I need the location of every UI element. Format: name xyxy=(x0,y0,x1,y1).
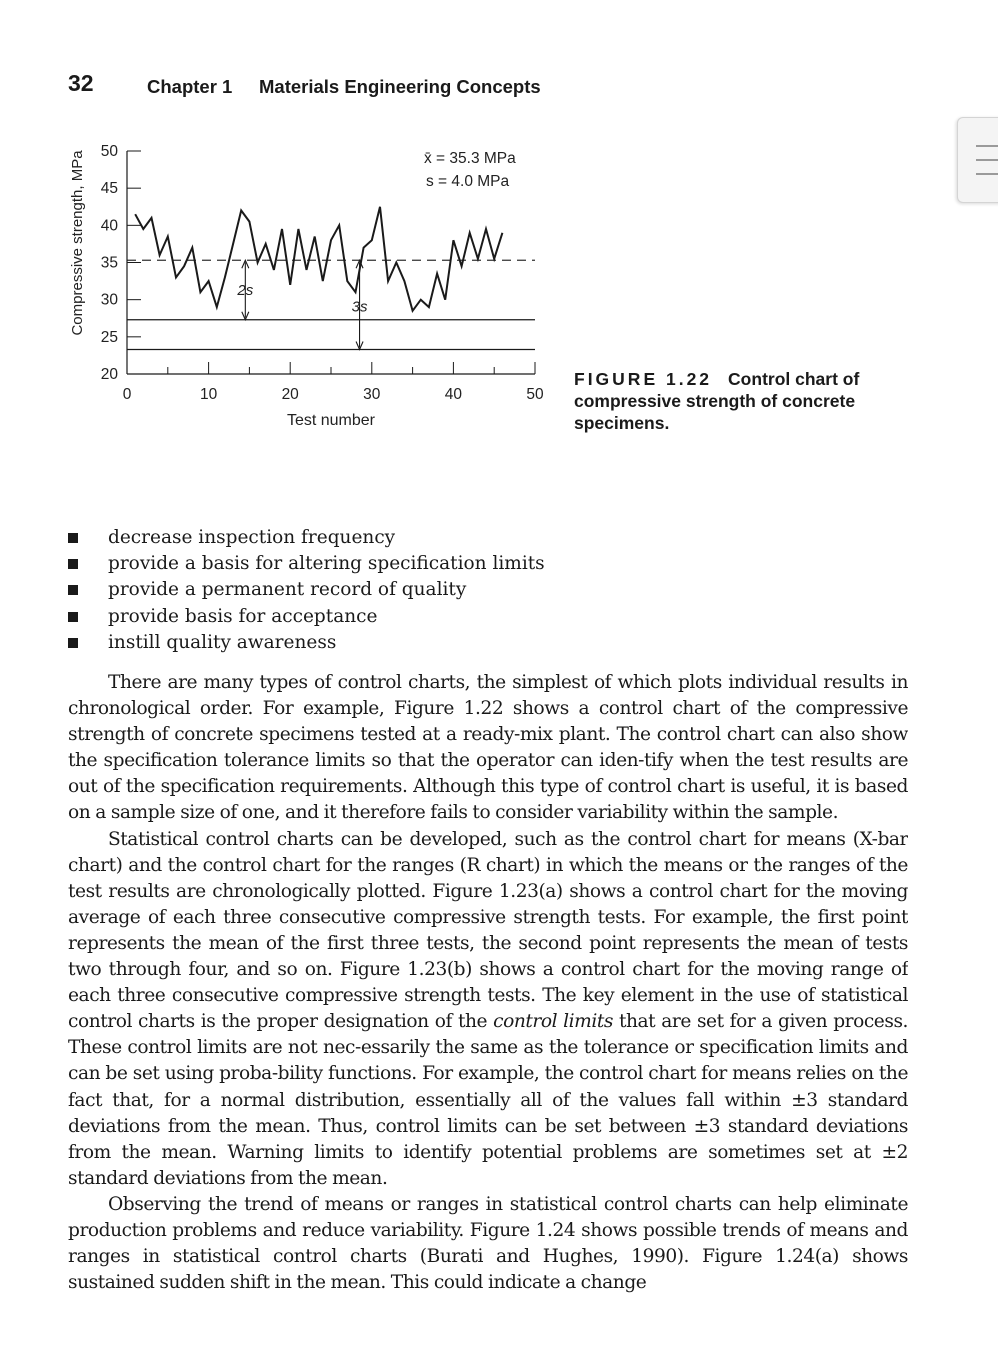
menu-icon xyxy=(976,145,998,147)
std-annotation: s = 4.0 MPa xyxy=(426,173,510,190)
x-tick-label: 40 xyxy=(444,386,463,403)
bullet-square-icon xyxy=(68,533,78,543)
mean-annotation: x̄ = 35.3 MPa xyxy=(424,150,516,167)
y-tick-label: 40 xyxy=(100,217,118,235)
emphasis-term: control limits xyxy=(493,1011,613,1033)
x-tick-label: 20 xyxy=(281,386,299,403)
paragraph: Observing the trend of means or ranges in statistical control charts can help eliminate production problems and reduce variability. Figure 1.24 shows possible trends of means and ranges in statistical control charts (Burati and Hughes, 1990). Figure 1.24(a) shows sustained sudden shift in the mean. This could indicate a change xyxy=(68,1193,908,1294)
y-tick-label: 25 xyxy=(100,328,118,346)
side-panel-tab[interactable] xyxy=(957,117,998,203)
chapter-title: Materials Engineering Concepts xyxy=(259,76,541,97)
y-tick-label: 20 xyxy=(100,366,118,383)
bullet-square-icon xyxy=(68,638,78,648)
x-tick-label: 10 xyxy=(199,386,218,403)
list-item: provide basis for acceptance xyxy=(68,604,545,630)
y-tick-label: 50 xyxy=(100,143,118,160)
list-item: provide a basis for altering specification limits xyxy=(68,551,545,577)
control-chart xyxy=(60,125,580,445)
list-item: instill quality awareness xyxy=(68,630,545,656)
two-s-label: 2s xyxy=(237,282,254,300)
y-tick-label: 30 xyxy=(100,291,118,309)
x-tick-label: 0 xyxy=(122,386,132,403)
paragraph: Statistical control charts can be developed, such as the control chart for means (X-bar chart) and the control chart for the ranges (R chart) in which the means or the ranges of the test results are chronologically plotted. Figure 1.23(a) shows a control chart for the moving average of each three consecutive compressive strength tests. For example, the first point represents the mean of the first three tests, the second point represents the mean of tests two through four, and so on. Figure 1.23(b) shows a control chart for the moving range of each three consecutive compressive strength tests. The key element in the use of statistical control charts is the proper designation of the control limits that are set for a given process. These control limits are not nec-essarily the same as the tolerance or specification limits and can be set using proba-bility functions. For example, the control chart for means relies on the fact that, for a normal distribution, essentially all of the values fall within ±3 standard deviations from the mean. Thus, control limits can be set between ±3 standard deviations from the mean. Warning limits to identify potential problems are sometimes set at ±2 standard deviations from the mean. xyxy=(68,828,908,1189)
strength-series-line xyxy=(135,207,502,311)
three-s-label: 3s xyxy=(351,298,368,316)
paragraph: There are many types of control charts, the simplest of which plots individual results in chronological order. For example, Figure 1.22 shows a control chart of the compressive strength of concrete specimens tested at a ready-mix plant. The control chart can also show the specification tolerance limits so that the operator can iden-tify when the test results are out of the specification requirements. Although this type of control chart is useful, it is based on a sample size of one, and it therefore fails to consider variability within the sample. xyxy=(68,672,908,824)
x-tick-label: 50 xyxy=(526,386,544,403)
bullet-square-icon xyxy=(68,559,78,569)
y-tick-label: 35 xyxy=(100,254,118,272)
chapter-label: Chapter 1 xyxy=(147,76,233,97)
y-axis-label: Compressive strength, MPa xyxy=(69,150,86,336)
body-text xyxy=(68,670,908,1347)
list-item: provide a permanent record of quality xyxy=(68,577,545,603)
figure-label: FIGURE 1.22 xyxy=(574,369,713,389)
list-item: decrease inspection frequency xyxy=(68,525,545,551)
page-number: 32 xyxy=(68,70,94,96)
y-tick-label: 45 xyxy=(100,180,118,198)
figure-caption-text: Control chart of compressive strength of concrete specimens. xyxy=(574,369,860,433)
bullet-list xyxy=(68,525,545,656)
x-tick-label: 30 xyxy=(363,386,381,403)
bullet-square-icon xyxy=(68,585,78,595)
x-axis-label: Test number xyxy=(286,412,376,429)
bullet-square-icon xyxy=(68,612,78,622)
figure-caption xyxy=(574,368,904,434)
